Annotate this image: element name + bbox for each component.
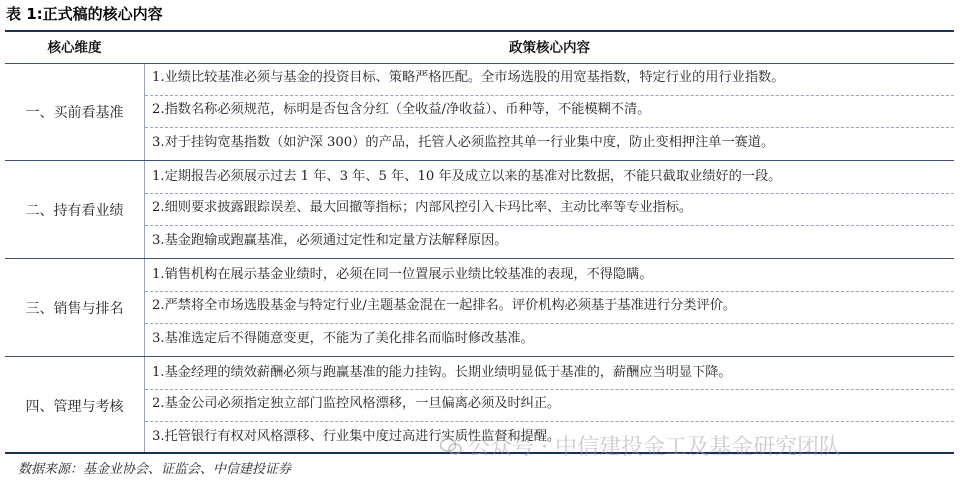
- policy-item: 1.定期报告必须展示过去 1 年、3 年、5 年、10 年及成立以来的基准对比数据，不能只截取业绩好的一段。: [152, 169, 782, 184]
- policy-item: 3.对于挂钩宽基指数（如沪深 300）的产品，托管人必须监控其单一行业集中度，防止变相押注单一赛道。: [152, 135, 775, 150]
- group-rule: [5, 160, 954, 161]
- header-rule: [5, 63, 954, 64]
- row-divider: [145, 193, 954, 194]
- group-rule: [5, 258, 954, 259]
- table-title: 表 1:正式稿的核心内容: [6, 5, 163, 23]
- row-divider: [145, 421, 954, 422]
- row-divider: [145, 95, 954, 96]
- watermark: [440, 430, 841, 461]
- policy-item: 3.基准选定后不得随意变更，不能为了美化排名而临时修改基准。: [152, 331, 534, 346]
- policy-item: 1.基金经理的绩效薪酬必须与跑赢基准的能力挂钩。长期业绩明显低于基准的，薪酬应当明显下降。: [152, 365, 732, 380]
- dimension-cell: 二、持有看业绩: [25, 203, 124, 219]
- watermark-text: 公众号 · 中信建投金工及基金研究团队: [468, 435, 841, 460]
- group-rule: [5, 356, 954, 357]
- policy-item: 1.业绩比较基准必须与基金的投资目标、策略严格匹配。全市场选股的用宽基指数，特定行业的用行业指数。: [152, 70, 785, 85]
- dimension-cell: 一、买前看基准: [25, 105, 124, 121]
- row-divider: [145, 127, 954, 128]
- row-divider: [145, 323, 954, 324]
- policy-item: 2.细则要求披露跟踪误差、最大回撤等指标；内部风控引入卡玛比率、主动比率等专业指标。: [152, 200, 693, 215]
- header-dimension: 核心维度: [47, 40, 102, 56]
- row-divider: [145, 291, 954, 292]
- dimension-cell: 四、管理与考核: [25, 399, 124, 415]
- policy-item: 3.基金跑输或跑赢基准，必须通过定性和定量方法解释原因。: [152, 233, 508, 248]
- policy-item: 2.基金公司必须指定独立部门监控风格漂移，一旦偏离必须及时纠正。: [152, 396, 561, 411]
- row-divider: [145, 389, 954, 390]
- row-divider: [145, 225, 954, 226]
- policy-item: 3.托管银行有权对风格漂移、行业集中度过高进行实质性监督和提醒。: [152, 429, 561, 444]
- header-policy: 政策核心内容: [509, 40, 590, 56]
- dimension-cell: 三、销售与排名: [25, 301, 124, 317]
- top-rule: [5, 30, 954, 32]
- wechat-icon: [440, 438, 462, 456]
- policy-item: 2.严禁将全市场选股基金与特定行业/主题基金混在一起排名。评价机构必须基于基准进行分类评价。: [152, 298, 737, 313]
- data-source-note: 数据来源：基金业协会、证监会、中信建投证券: [18, 462, 292, 477]
- policy-item: 2.指数名称必须规范，标明是否包含分红（全收益/净收益）、币种等，不能模糊不清。: [152, 102, 651, 117]
- policy-item: 1.销售机构在展示基金业绩时，必须在同一位置展示业绩比较基准的表现，不得隐瞒。: [152, 267, 653, 282]
